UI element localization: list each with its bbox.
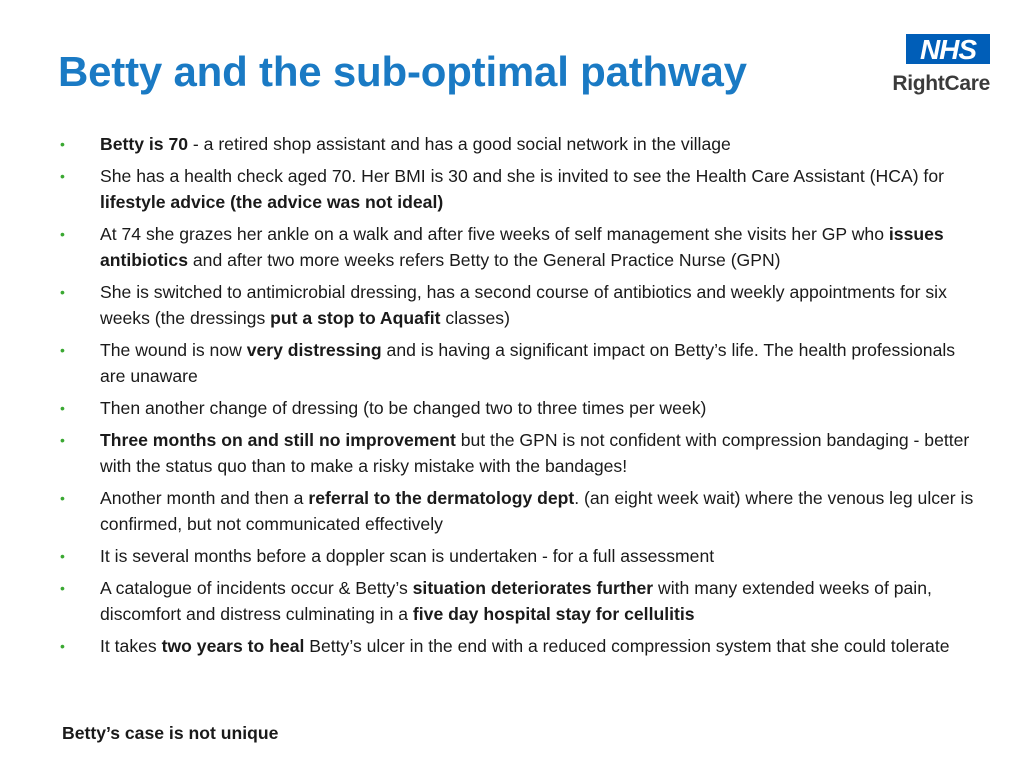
bullet-text-bold: two years to heal	[161, 636, 305, 656]
bullet-text-bold: very distressing	[246, 340, 382, 360]
bullet-text-bold: lifestyle advice (the advice was not ideal)	[100, 192, 444, 212]
slide-title: Betty and the sub-optimal pathway	[58, 48, 747, 95]
bullet-item	[56, 395, 976, 421]
bullet-text-bold: issues antibiotics	[100, 224, 944, 270]
bullet-icon: •	[60, 490, 65, 506]
bullet-item	[56, 633, 976, 659]
bullet-icon: •	[60, 400, 65, 416]
bullet-text: but the GPN is not confident with compression bandaging - better with the status quo than to make a risky mistake with the bandages!	[100, 430, 970, 476]
bullet-item	[56, 575, 976, 627]
bullet-text: and is having a significant impact on Betty’s life. The health professionals are unaware	[100, 340, 956, 386]
bullet-text-bold: Three months on and still no improvement	[100, 430, 456, 450]
bullet-text-bold: put a stop to Aquafit	[270, 308, 441, 328]
bullet-item	[56, 279, 976, 331]
bullet-text: She is switched to antimicrobial dressing, has a second course of antibiotics and weekly appointments for six weeks (the dressings	[100, 282, 947, 328]
bullet-icon: •	[60, 342, 65, 358]
bullet-text: A catalogue of incidents occur & Betty’s	[100, 578, 413, 598]
bullet-text: The wound is now	[100, 340, 247, 360]
bullet-icon: •	[60, 432, 65, 448]
bullet-text: At 74 she grazes her ankle on a walk and after five weeks of self management she visits her GP who	[100, 224, 889, 244]
bullet-item	[56, 427, 976, 479]
bullet-text: Then another change of dressing (to be changed two to three times per week)	[100, 398, 707, 418]
bullet-icon: •	[60, 284, 65, 300]
bullet-icon: •	[60, 226, 65, 242]
bullet-list	[56, 131, 976, 665]
bullet-text-bold: Betty is 70	[100, 134, 189, 154]
footer-note: Betty’s case is not unique	[62, 723, 279, 743]
bullet-icon: •	[60, 136, 65, 152]
bullet-text: classes)	[440, 308, 510, 328]
bullet-text: Another month and then a	[100, 488, 309, 508]
bullet-icon: •	[60, 580, 65, 596]
bullet-text: - a retired shop assistant and has a good social network in the village	[188, 134, 731, 154]
bullet-item	[56, 163, 976, 215]
bullet-item	[56, 131, 976, 157]
bullet-text: Betty’s ulcer in the end with a reduced compression system that she could tolerate	[304, 636, 950, 656]
bullet-icon: •	[60, 548, 65, 564]
bullet-item	[56, 543, 976, 569]
bullet-icon: •	[60, 638, 65, 654]
bullet-text-bold: five day hospital stay for cellulitis	[412, 604, 695, 624]
bullet-text: It is several months before a doppler scan is undertaken - for a full assessment	[100, 546, 715, 566]
nhs-rightcare-logo	[884, 34, 994, 98]
bullet-text: with many extended weeks of pain, discomfort and distress culminating in a	[100, 578, 932, 624]
bullet-text: It takes	[100, 636, 162, 656]
bullet-item	[56, 485, 976, 537]
bullet-text: and after two more weeks refers Betty to the General Practice Nurse (GPN)	[187, 250, 781, 270]
bullet-text-bold: situation deteriorates further	[412, 578, 654, 598]
bullet-text: She has a health check aged 70. Her BMI is 30 and she is invited to see the Health Care Assistant (HCA) for	[100, 166, 944, 186]
bullet-item	[56, 221, 976, 273]
bullet-text-bold: referral to the dermatology dept	[308, 488, 575, 508]
logo-subtitle: RightCare	[892, 72, 990, 95]
nhs-logo-mark: NHS	[906, 34, 990, 64]
bullet-text: . (an eight week wait) where the venous leg ulcer is confirmed, but not communicated effectively	[100, 488, 974, 534]
bullet-icon: •	[60, 168, 65, 184]
bullet-item	[56, 337, 976, 389]
